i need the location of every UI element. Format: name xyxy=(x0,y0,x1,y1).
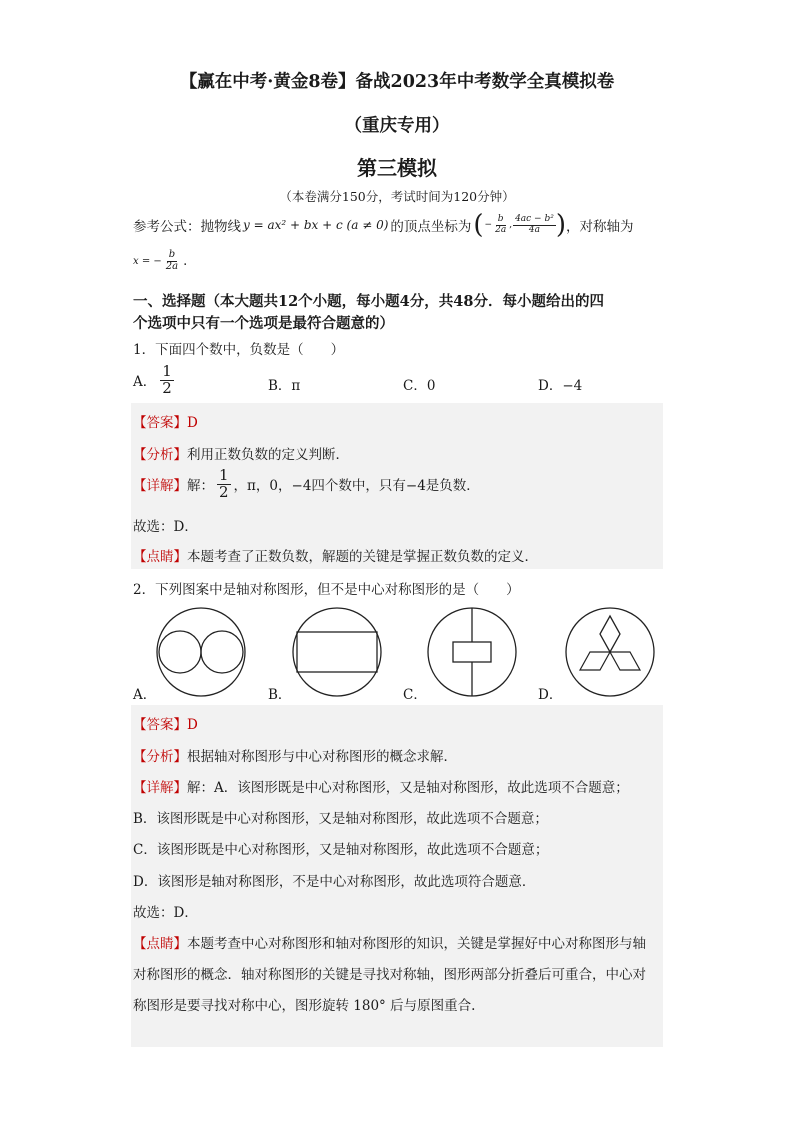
q1-option-a: A． $\frac{1}{2}$ xyxy=(133,362,172,397)
left-paren: ( xyxy=(473,210,484,240)
section-heading-cont: 个选项中只有一个选项是最符合题意的） xyxy=(133,315,394,332)
q1-analysis: 【分析】利用正数负数的定义判断． xyxy=(133,447,349,463)
vertex-y-frac: $\frac{\text{4ac − b²}}{4a}$ xyxy=(515,214,554,235)
q2-figure-d xyxy=(564,606,656,698)
parabola-equation: y = ax² + bx + c (a ≠ 0) xyxy=(243,218,389,232)
q2-detail: 【详解】解：A．该图形既是中心对称图形，又是轴对称图形，故此选项不合题意； xyxy=(133,780,629,796)
axis-formula: x = − $\frac{b}{2a}$ . xyxy=(133,249,188,272)
q2-figure-a xyxy=(155,606,247,698)
q2-answer: 【答案】D xyxy=(133,717,198,733)
q2-comment: 【点睛】本题考查中心对称图形和轴对称图形的知识，关键是掌握好中心对称图形与轴 xyxy=(133,936,646,952)
q2-analysis: 【分析】根据轴对称图形与中心对称图形的概念求解． xyxy=(133,749,457,765)
q2-option-a: A． xyxy=(133,687,157,703)
q1-stem: 1．下面四个数中，负数是（ ） xyxy=(133,342,345,358)
section-heading: 一、选择题（本大题共12个小题，每小题4分，共48分．每小题给出的四 xyxy=(133,293,604,310)
q1-answer: 【答案】D xyxy=(133,415,198,431)
q1-choose: 故选：D． xyxy=(133,519,198,535)
q2-stem: 2．下列图案中是轴对称图形，但不是中心对称图形的是（ ） xyxy=(133,582,520,598)
page-title-line3: 第三模拟 xyxy=(357,156,437,180)
q1-detail: 【详解】 解： $\frac{1}{2}$ ，π，0，−4四个数中，只有−4是负数． xyxy=(133,466,480,501)
neg-sign: − xyxy=(484,220,493,230)
exam-info: （本卷满分150分，考试时间为120分钟） xyxy=(279,189,515,204)
q2-detail-c: C．该图形既是中心对称图形，又是轴对称图形，故此选项不合题意； xyxy=(133,842,549,858)
q2-option-d: D． xyxy=(538,687,563,703)
reference-formula xyxy=(133,208,633,242)
q1-comment: 【点睛】本题考查了正数负数，解题的关键是掌握正数负数的定义． xyxy=(133,549,538,565)
q1-option-c: C．0 xyxy=(403,378,436,394)
right-paren: ) xyxy=(555,210,566,240)
q2-detail-b: B．该图形既是中心对称图形，又是轴对称图形，故此选项不合题意； xyxy=(133,811,548,827)
q2-figure-c xyxy=(426,606,518,698)
vertex-x-frac: $\frac{b}{2a}$ xyxy=(495,214,507,235)
formula-prefix: 参考公式：抛物线 xyxy=(133,219,241,235)
q2-detail-d: D．该图形是轴对称图形，不是中心对称图形，故此选项符合题意． xyxy=(133,874,536,890)
q2-option-b: B． xyxy=(268,687,292,703)
q2-option-c: C． xyxy=(403,687,427,703)
q2-choose: 故选：D． xyxy=(133,905,198,921)
formula-mid: 的顶点坐标为 xyxy=(390,219,472,235)
comma: , xyxy=(509,220,513,230)
q1-option-b: B．π xyxy=(268,378,301,394)
q2-comment-cont1: 对称图形的概念．轴对称图形的关键是寻找对称轴，图形两部分折叠后可重合，中心对 xyxy=(133,967,646,983)
q2-comment-cont2: 称图形是要寻找对称中心，图形旋转 180° 后与原图重合. xyxy=(133,998,476,1014)
q1-option-d: D．−4 xyxy=(538,378,583,394)
q2-figure-b xyxy=(291,606,383,698)
page-title-line1: 【赢在中考·黄金8卷】备战2023年中考数学全真模拟卷 xyxy=(179,72,615,92)
formula-suffix: ，对称轴为 xyxy=(565,219,634,235)
page-title-line2: （重庆专用） xyxy=(344,116,450,136)
